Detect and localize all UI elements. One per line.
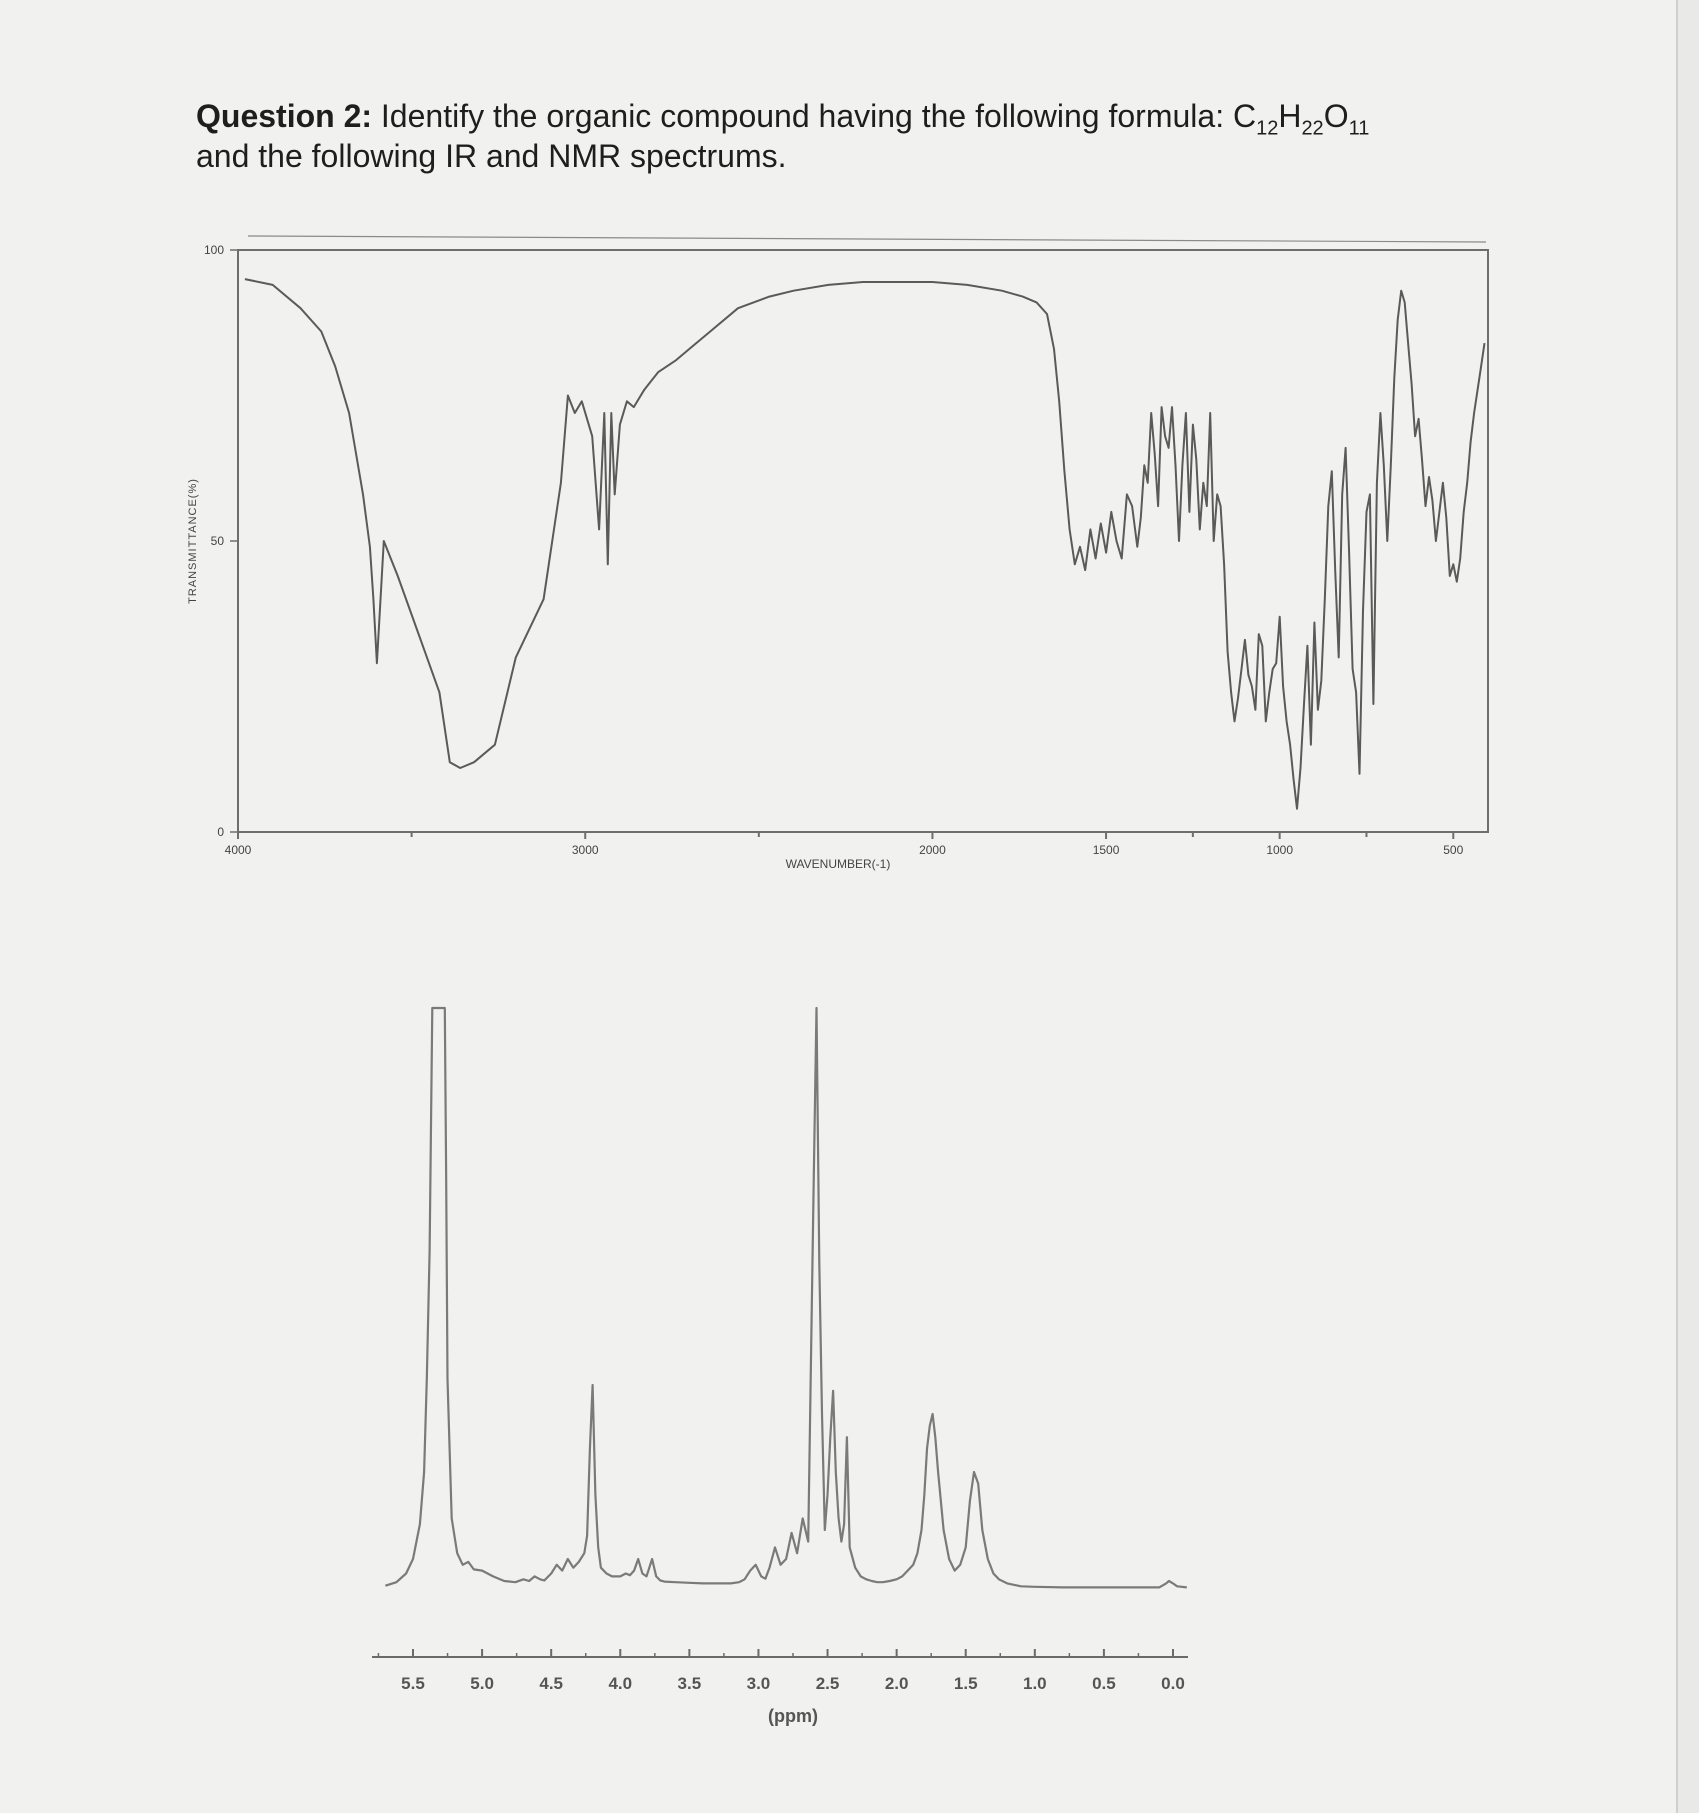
- ir-x-tick-label: 500: [1443, 843, 1464, 857]
- ir-x-tick-label: 1500: [1092, 843, 1120, 857]
- formula-count-o: 11: [1348, 117, 1370, 140]
- nmr-x-tick-label: 3.0: [746, 1674, 771, 1693]
- nmr-x-tick-label: 2.0: [884, 1674, 909, 1693]
- ir-ylabel: TRANSMITTANCE(%): [187, 478, 199, 604]
- ir-y-tick-label: 100: [203, 243, 224, 257]
- nmr-x-tick-label: 5.0: [470, 1674, 494, 1693]
- nmr-xlabel: (ppm): [768, 1706, 818, 1726]
- ir-x-tick-label: 3000: [571, 843, 599, 857]
- formula-count-c: 12: [1256, 117, 1279, 140]
- nmr-x-tick-label: 3.5: [677, 1674, 702, 1693]
- nmr-x-tick-label: 1.5: [953, 1674, 978, 1693]
- ir-plot-frame: [238, 250, 1488, 832]
- nmr-x-tick-label: 4.0: [608, 1674, 633, 1693]
- ir-spectrum-line: [245, 279, 1485, 809]
- nmr-x-tick-label: 2.5: [815, 1674, 840, 1693]
- question-text-b: and the following IR and NMR spectrums.: [196, 138, 787, 174]
- formula-count-h: 22: [1301, 117, 1324, 140]
- nmr-spectrum-line: [385, 1008, 1186, 1587]
- ir-xlabel: WAVENUMBER(-1): [785, 857, 891, 871]
- ir-x-tick-label: 1000: [1266, 843, 1294, 857]
- nmr-x-tick-label: 5.5: [401, 1674, 425, 1693]
- formula-element-o: O: [1323, 98, 1349, 134]
- nmr-x-tick-label: 1.0: [1022, 1674, 1047, 1693]
- ir-spectrum-chart: [0, 0, 1699, 900]
- ir-top-rule: [248, 236, 1486, 242]
- ir-y-tick-label: 0: [217, 825, 224, 839]
- ir-x-tick-label: 4000: [224, 843, 252, 857]
- ir-y-tick-label: 50: [210, 534, 224, 548]
- ir-x-tick-label: 2000: [919, 843, 946, 857]
- question-text-a: Identify the organic compound having the following formula:: [372, 98, 1233, 134]
- nmr-spectrum-chart: [0, 980, 1699, 1760]
- formula-element-h: H: [1278, 98, 1302, 134]
- nmr-x-tick-label: 0.5: [1092, 1674, 1116, 1693]
- question-label: Question 2:: [196, 98, 373, 134]
- formula-element-c: C: [1232, 98, 1257, 134]
- nmr-x-tick-label: 0.0: [1161, 1674, 1185, 1693]
- nmr-x-tick-label: 4.5: [539, 1674, 564, 1693]
